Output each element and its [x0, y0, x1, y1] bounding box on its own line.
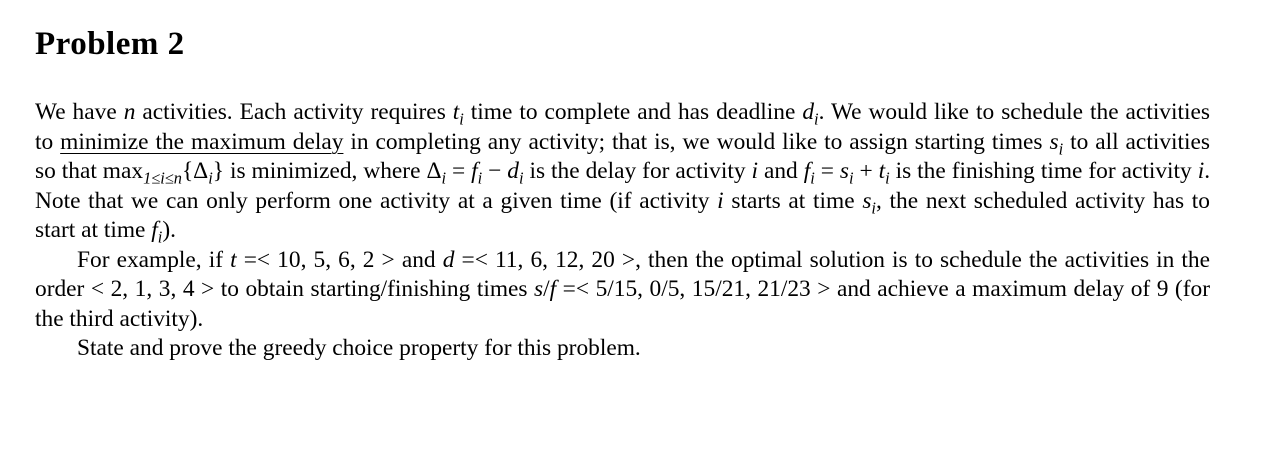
text-run: activities. Each activity requires: [135, 99, 453, 125]
text-run: ).: [162, 217, 176, 243]
math-t-i: $t_i$: [452, 99, 464, 129]
paragraph-example: [35, 246, 1210, 335]
math-t: t: [230, 246, 237, 273]
math-order-vector: < 2, 1, 3, 4 >: [90, 276, 215, 302]
math-f-i: $f_i$: [151, 217, 163, 247]
math-f: f: [549, 276, 557, 302]
text-run: , the next scheduled activity has to start at time: [35, 187, 1210, 243]
problem-body: [35, 98, 1210, 364]
problem-heading: Problem 2: [35, 26, 185, 62]
math-slash: /: [543, 276, 550, 302]
paragraph-problem-statement: [35, 98, 1210, 246]
math-i: i: [717, 187, 724, 214]
math-delta-definition: $\Delta_i = f_i - d_i$: [426, 158, 524, 188]
math-s-i: $s_i$: [1049, 128, 1064, 159]
math-d: d: [442, 246, 455, 273]
math-d-vector: =< 11, 6, 12, 20 >: [454, 246, 636, 273]
text-run: . We would like to schedule the activities to: [35, 99, 1210, 155]
math-i: i: [1197, 158, 1205, 184]
math-t-vector: =< 10, 5, 6, 2 >: [236, 246, 402, 273]
text-run: and: [401, 246, 443, 273]
underlined-goal: minimize the maximum delay: [60, 128, 344, 155]
text-run: is the delay for activity: [523, 158, 752, 184]
text-run: to all activities so that: [35, 128, 1210, 184]
text-run: We have: [35, 99, 124, 125]
math-finish-definition: $f_i = s_i + t_i$: [803, 158, 890, 188]
math-s: s: [534, 276, 544, 302]
text-run: , then the optimal solution is to schedule the activities in the order: [35, 246, 1211, 302]
text-run: For example, if: [77, 246, 231, 273]
math-max-expression: $\max_{1\le i\le n}\{\Delta_i\}$: [102, 158, 224, 188]
text-run: . Note that we can only perform one activity at a given time (if activity: [35, 158, 1211, 214]
text-run: starts at time: [723, 187, 863, 214]
math-i: i: [751, 158, 759, 184]
text-run: is the finishing time for activity: [889, 158, 1198, 184]
math-n: n: [123, 99, 136, 125]
paragraph-task: State and prove the greedy choice property for this problem.: [77, 335, 641, 361]
math-s-i: $s_i$: [862, 187, 876, 218]
text-run: time to complete and has deadline: [463, 99, 803, 125]
text-run: is minimized, where: [224, 158, 427, 184]
text-run: to obtain starting/finishing times: [214, 276, 535, 302]
text-run: and achieve a maximum delay of 9 (for the third activity).: [35, 276, 1210, 332]
text-run: in completing any activity; that is, we would like to assign starting times: [343, 128, 1050, 155]
text-run: and: [758, 158, 804, 184]
math-d-i: $d_i$: [802, 99, 819, 129]
problem-page: [35, 24, 1210, 364]
math-sf-vector: =< 5/15, 0/5, 15/21, 21/23 >: [556, 276, 831, 302]
